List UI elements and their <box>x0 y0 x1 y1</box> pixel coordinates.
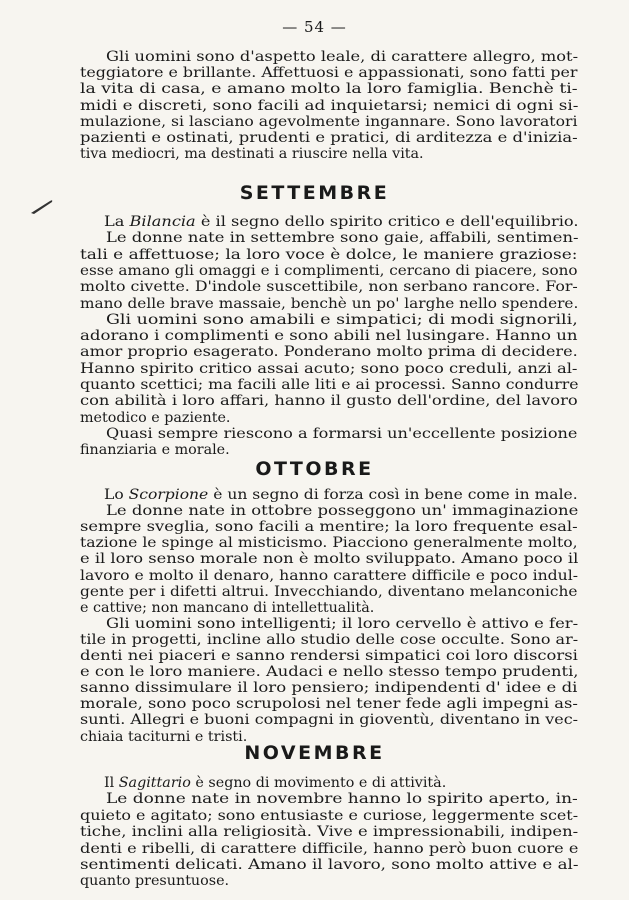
text-line: esse amano gli omaggi e i complimenti, cercano di piacere, sono <box>80 262 578 279</box>
text-line: Le donne nate in settembre sono gaie, affabili, sentimen- <box>106 230 579 247</box>
text-line: tali e affettuose; la loro voce è dolce, le maniere graziose: <box>80 246 578 263</box>
text-line: denti e ribelli, di carattere difficile, hanno però buon cuore e <box>80 840 579 857</box>
text-line: Le donne nate in novembre hanno lo spirito aperto, in- <box>106 791 578 808</box>
text-line: sentimenti delicati. Amano il lavoro, sono molto attive e al- <box>80 857 579 873</box>
text-line: Hanno spirito critico assai acuto; sono poco creduli, anzi al- <box>80 360 578 377</box>
text-line: amor proprio esagerato. Ponderano molto prima di decidere. <box>80 344 578 361</box>
text-line: quanto presuntuose. <box>80 873 230 890</box>
text-line: gente per i difetti altrui. Invecchiando, diventano melanconiche <box>80 583 578 600</box>
text-line: la vita di casa, e amano molto la loro famiglia. Benchè ti- <box>80 81 578 98</box>
text-line: quanto scettici; ma facili alle liti e ai processi. Sanno condurre <box>80 377 579 393</box>
zodiac-sign-name: Sagittario <box>118 775 191 791</box>
text-line: lavoro e molto il denaro, hanno carattere difficile e poco indul- <box>80 567 579 584</box>
text-line: Lo Scorpione è un segno di forza così in bene come in male. <box>104 487 578 503</box>
text-line: tiche, inclini alla religiosità. Vive e impressionabili, indipen- <box>80 824 579 841</box>
text-line: quieto e agitato; sono entusiaste e curiose, leggermente scet- <box>80 807 579 824</box>
text-line: mano delle brave massaie, benchè un po' larghe nello spendere. <box>80 295 579 312</box>
page-number: — 54 — <box>282 18 347 36</box>
text-line: sunti. Allegri e buoni compagni in gioventù, diventano in vec- <box>80 712 579 729</box>
text-line: metodico e paziente. <box>80 409 231 426</box>
text-line: e con le loro maniere. Audaci e nello stesso tempo prudenti, <box>80 664 579 681</box>
text-line: midi e discreti, sono facili ad inquietarsi; nemici di ogni si- <box>80 97 579 114</box>
text-line: adorano i complimenti e sono abili nel lusingare. Hanno un <box>80 328 578 345</box>
zodiac-sign-name: Bilancia <box>129 214 196 230</box>
text-line: con abilità i loro affari, hanno il gusto dell'ordine, del lavoro <box>80 393 578 410</box>
text-line: pazienti e ostinati, prudenti e pratici, di arditezza e d'inizia- <box>80 130 578 146</box>
text-line: Gli uomini sono d'aspetto leale, di carattere allegro, mot- <box>106 49 579 65</box>
section-heading-ottobre: OTTOBRE <box>255 458 374 480</box>
text-line: teggiatore e brillante. Affettuosi e appassionati, sono fatti per <box>80 65 578 82</box>
text-line: Il Sagittario è segno di movimento e di attività. <box>104 775 447 791</box>
text-line: e il loro senso morale non è molto sviluppato. Amano poco il <box>80 551 579 568</box>
text-line: denti nei piaceri e sanno rendersi simpatici coi loro discorsi <box>80 648 578 664</box>
text-line: tiva mediocri, ma destinati a riuscire nella vita. <box>80 146 424 163</box>
text-line: finanziaria e morale. <box>80 442 230 459</box>
section-heading-novembre: NOVEMBRE <box>244 742 385 764</box>
text-line: tazione le spinge al misticismo. Piacciono generalmente molto, <box>80 535 578 552</box>
section-heading-settembre: SETTEMBRE <box>239 182 390 204</box>
text-line: Gli uomini sono amabili e simpatici; di modi signorili, <box>106 311 578 328</box>
text-line: chiaia taciturni e tristi. <box>80 728 248 745</box>
text-line: tile in progetti, incline allo studio delle cose occulte. Sono ar- <box>80 631 579 648</box>
text-line: Quasi sempre riescono a formarsi un'eccellente posizione <box>106 425 578 442</box>
text-line: sanno dissimulare il loro pensiero; indipendenti d' idee e di <box>80 680 578 697</box>
text-line: La Bilancia è il segno dello spirito critico e dell'equilibrio. <box>104 214 579 230</box>
text-line: Gli uomini sono intelligenti; il loro cervello è attivo e fer- <box>106 615 579 632</box>
text-line: e cattive; non mancano di intellettualità. <box>80 599 375 616</box>
text-line: Le donne nate in ottobre posseggono un' immaginazione <box>106 503 579 520</box>
text-line: sempre sveglia, sono facili a mentire; la loro frequente esal- <box>80 519 578 536</box>
text-line: molto civette. D'indole suscettibile, non serbano rancore. For- <box>80 279 578 296</box>
text-line: morale, sono poco scrupolosi nel tener fede agli impegni as- <box>80 696 578 713</box>
text-line: mulazione, si lasciano agevolmente ingannare. Sono lavoratori <box>80 113 578 130</box>
zodiac-sign-name: Scorpione <box>128 487 209 503</box>
